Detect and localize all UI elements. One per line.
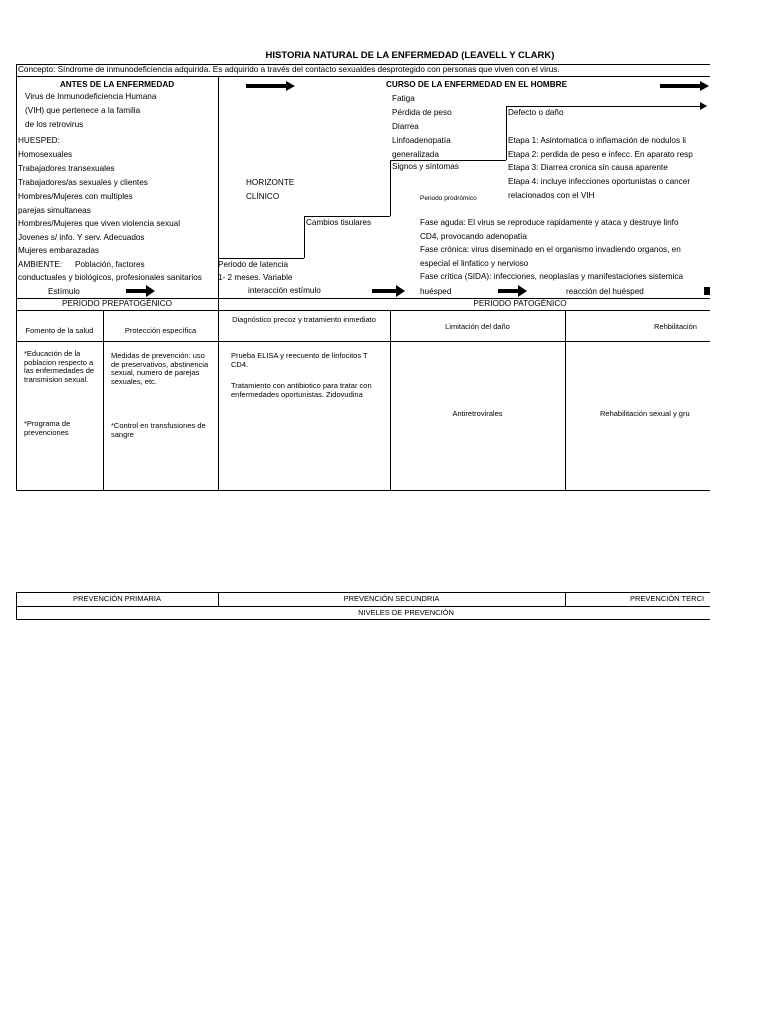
symptom-item: Fatiga [392, 94, 415, 103]
symptom-item: generalizada [392, 150, 439, 159]
protection-cell-2: *Control en transfusiones de sangre [111, 421, 206, 439]
header-health: Fomento de la salud [25, 326, 94, 335]
agent-line-3: de los retrovirus [25, 120, 84, 129]
symptom-item: Diarrea [392, 122, 419, 131]
env-label: AMBIENTE: [18, 260, 63, 269]
limitation-cell: Antiretrovirales [452, 409, 503, 418]
tissue-line [304, 216, 390, 217]
stage-item: Etapa 1: Asintomatica o inflamación de nodulos li [508, 136, 686, 145]
col-divider [218, 311, 219, 491]
levels-caption: NIVELES DE PREVENCIÓN [358, 608, 454, 617]
levels-line [16, 606, 710, 607]
col-divider [103, 311, 104, 491]
host-reaction-label: reacción del huésped [566, 287, 644, 296]
host-line: Trabajadores/as sexuales y clientes [18, 178, 148, 187]
health-cell-2: *Programa de prevenciones [24, 419, 71, 437]
level-primary: PREVENCIÓN PRIMARIA [73, 594, 161, 603]
concept-text: Concepto: Síndrome de inmunodeficiencia adquirida. Es adquirido a través del contacto sexualdes desprotegido con personas que viven con el virus. [18, 65, 560, 74]
horizon-label-1: HORIZONTE [246, 178, 295, 187]
arrow-right-icon [498, 284, 528, 298]
phase-line: especial el linfatico y nervioso [420, 259, 529, 268]
diagnosis-cell-2: Tratamiento con antibiotico para tratar con enfermedades oportunistas. Zidovudina [231, 381, 372, 399]
stage-item: relacionados con el VIH [508, 191, 595, 200]
interaction-label: interacción estímulo [248, 286, 321, 295]
phase-line: Fase aguda: El virus se reproduce rapidamente y ataca y destruye linfo [420, 218, 679, 227]
agent-line-2: (VIH) que pertenece a la familia [25, 106, 141, 115]
col-divider [565, 311, 566, 491]
phase-line: Fase crónica: virus diseminado en el organismo invadiendo organos, en [420, 245, 681, 254]
rehab-cell: Rehabilitación sexual y gru [600, 409, 690, 418]
arrow-right-icon [246, 80, 296, 92]
latency-step [304, 216, 305, 258]
host-word: huésped [420, 287, 452, 296]
stimulus-label: Estímulo [48, 287, 80, 296]
protection-cell-1: Medidas de prevención: uso de preservativos, abstinencia sexual, numero de parejas sexuales, etc. [111, 351, 209, 386]
latency-label-1: Periodo de latencia [218, 260, 289, 269]
arrow-right-icon [126, 284, 156, 298]
env-line-2: conductuales y biológicos, profesionales sanitarios [18, 273, 202, 282]
horizon-label-2: CLÍNICO [246, 192, 280, 201]
host-line: Jovenes s/ info. Y serv. Adecuados [18, 233, 145, 242]
agent-line-1: Virus de Inmunodeficiencia Humana [25, 92, 157, 101]
period-pre-label: PERIODO PREPATOGÉNICO [61, 299, 173, 308]
header-diagnosis: Diagnóstico precoz y tratamiento inmediato [232, 315, 376, 324]
page-title: HISTORIA NATURAL DE LA ENFERMEDAD (LEAVELL Y CLARK) [265, 50, 555, 61]
signs-line [390, 160, 506, 161]
host-line: Mujeres embarazadas [18, 246, 100, 255]
page-clip [710, 0, 768, 1024]
defect-label: Defecto o daño [508, 108, 564, 117]
period-pato-label: PERIODO PATOGÉNICO [473, 299, 567, 308]
header-limitation: Limitación del daño [445, 322, 510, 331]
host-line: Homosexuales [18, 150, 73, 159]
level-secondary: PREVENCIÓN SECUNDRIA [343, 594, 440, 603]
course-header: CURSO DE LA ENFERMEDAD EN EL HOMBRE [386, 80, 568, 89]
levels-divider [565, 592, 566, 606]
defect-step [506, 106, 507, 160]
signs-label: Signos y síntomas [392, 162, 459, 171]
left-border [16, 77, 17, 298]
symptom-item: Linfoadenopatía [392, 136, 451, 145]
arrow-right-icon [660, 80, 710, 92]
table-header-line [16, 341, 710, 342]
tissue-label: Cambios tisulares [306, 218, 372, 227]
arrow-head-icon [700, 102, 708, 110]
env-text: Población, factores [75, 260, 145, 269]
host-line: Hombres/Mujeres con multiples [18, 192, 133, 201]
latency-label-2: 1- 2 meses. Variable [218, 273, 293, 282]
phase-line: CD4, provocando adenopatía [420, 232, 527, 241]
prodromal-label: Periodo prodrómico [420, 195, 477, 202]
stage-item: Etapa 2: perdida de peso e infecc. En aparato resp [508, 150, 693, 159]
pre-header: ANTES DE LA ENFERMEDAD [59, 80, 175, 89]
stage-item: Etapa 3: Diarrea cronica sin causa aparente [508, 163, 668, 172]
health-cell-1: *Educación de la poblacion respecto a las enfermedades de transmision sexual. [24, 349, 95, 384]
header-protection: Protección específica [124, 326, 197, 335]
host-line: Hombres/Mujeres que viven violencia sexual [18, 219, 181, 228]
tissue-step [390, 176, 391, 216]
latency-line [218, 258, 304, 259]
header-rehab: Rehbilitación [654, 322, 697, 331]
defect-line [506, 106, 706, 107]
host-label: HUESPED: [18, 136, 60, 145]
diagnosis-cell-1: Prueba ELISA y reecuento de linfocitos T CD4. [231, 351, 368, 369]
host-line: parejas simultaneas [18, 206, 91, 215]
level-tertiary: PREVENCIÓN TERCI [630, 594, 705, 603]
col-divider [390, 311, 391, 491]
arrow-right-icon [372, 284, 406, 298]
stage-item: Etapa 4: incluye infecciones oportunistas o cancer [508, 177, 691, 186]
symptom-item: Pérdida de peso [392, 108, 452, 117]
signs-step [390, 160, 391, 176]
host-line: Trabajadores transexuales [18, 164, 115, 173]
phase-line: Fase crítica (SIDA): infecciones, neoplasías y manifestaciones sistemica [420, 272, 684, 281]
prevention-table [16, 311, 716, 491]
period-divider [218, 298, 219, 311]
